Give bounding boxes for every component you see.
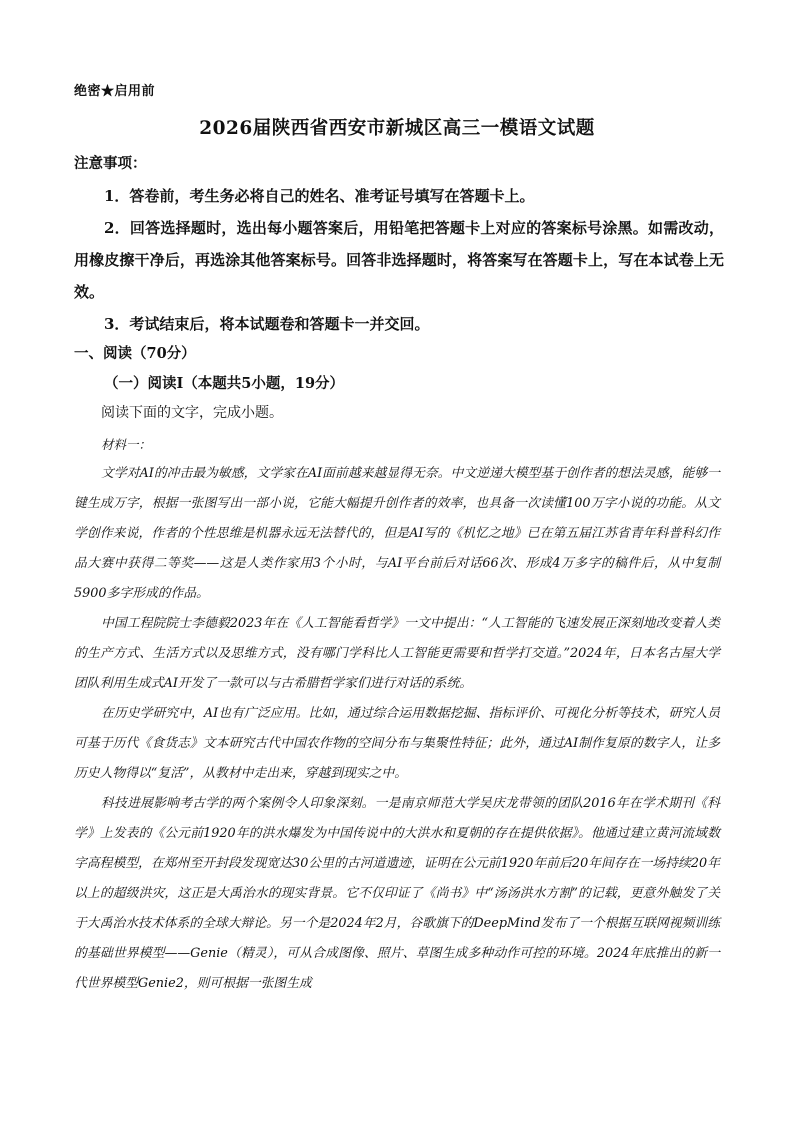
reading-passage: [74, 459, 720, 999]
subsection-heading: （一）阅读Ⅰ（本题共5小题，19分）: [104, 375, 345, 392]
passage-paragraph: 文学对AI的冲击最为敏感，文学家在AI面前越来越显得无奈。中文逆递大模型基于创作者的想法灵感，能够一键生成万字，根据一张图写出一部小说，它能大幅提升创作者的效率，也具备一次读懂100万字小说的功能。从文学创作来说，作者的个性思维是机器永远无法替代的，但是AI写的《机忆之地》已在第五届江苏省青年科普科幻作品大赛中获得二等奖——这是人类作家用3个小时，与AI平台前后对话66次、形成4万多字的稿件后，从中复制5900多字形成的作品。: [74, 466, 720, 601]
notice-heading: 注意事项：: [74, 155, 147, 172]
notice-item: 1．答卷前，考生务必将自己的姓名、准考证号填写在答题卡上。: [104, 187, 535, 205]
page-title: 2026届陕西省西安市新城区高三一模语文试题: [199, 118, 595, 139]
notice-item: 2．回答选择题时，选出每小题答案后，用铅笔把答题卡上对应的答案标号涂黑。如需改动，用橡皮擦干净后，再选涂其他答案标号。回答非选择题时，将答案写在答题卡上，写在本试卷上无效。: [74, 219, 724, 301]
material-label: 材料一：: [101, 437, 152, 452]
passage-paragraph: 在历史学研究中，AI也有广泛应用。比如，通过综合运用数据挖掘、指标评价、可视化分析等技术，研究人员可基于历代《食货志》文本研究古代中国农作物的空间分布与集聚性特征；此外，通过AI制作复原的数字人，让多历史人物得以“复活”，从教材中走出来，穿越到现实之中。: [74, 706, 720, 781]
section-heading: 一、阅读（70分）: [74, 345, 196, 362]
secret-mark: 绝密★启用前: [74, 84, 156, 99]
notice-list: [74, 180, 724, 340]
notice-item: 3．考试结束后，将本试题卷和答题卡一并交回。: [104, 315, 430, 333]
instruction-text: 阅读下面的文字，完成小题。: [101, 405, 283, 421]
passage-paragraph: 中国工程院院士李德毅2023年在《人工智能看哲学》一文中提出：“人工智能的飞速发展正深刻地改变着人类的生产方式、生活方式以及思维方式，没有哪门学科比人工智能更需要和哲学打交道。”2024年，日本名古屋大学团队利用生成式AI开发了一款可以与古希腊哲学家们进行对话的系统。: [74, 616, 720, 691]
passage-paragraph: 科技进展影响考古学的两个案例令人印象深刻。一是南京师范大学吴庆龙带领的团队2016年在学术期刊《科学》上发表的《公元前1920年的洪水爆发为中国传说中的大洪水和夏朝的存在提供依据》。他通过建立黄河流域数字高程模型，在郑州至开封段发现宽达30公里的古河道遗迹，证明在公元前1920年前后20年间存在一场持续20年以上的超级洪灾，这正是大禹治水的现实背景。它不仅印证了《尚书》中“汤汤洪水方割”的记载，更意外触发了关于大禹治水技术体系的全球大辩论。另一个是2024年2月，谷歌旗下的DeepMind发布了一个根据互联网视频训练的基础世界模型——Genie（精灵），可从合成图像、照片、草图生成多种动作可控的环境。2024年底推出的新一代世界模型Genie2，则可根据一张图生成: [74, 796, 720, 991]
